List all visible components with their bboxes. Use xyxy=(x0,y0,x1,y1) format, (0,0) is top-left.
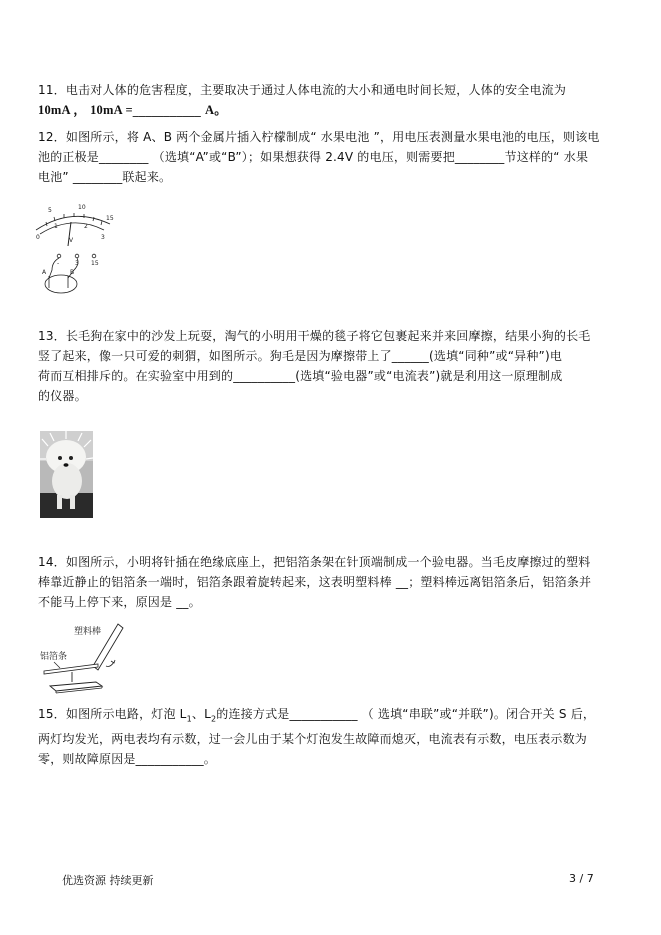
q12-line3: 电池” ________联起来。 xyxy=(38,170,172,184)
q11-blank: ___________ xyxy=(132,103,201,117)
q12-line1: 12．如图所示，将 A、B 两个金属片插入柠檬制成“ 水果电池 ”，用电压表测量水果电池的电压，则该电 xyxy=(38,130,600,144)
q15-line1 xyxy=(38,704,638,729)
plate-label-a: A xyxy=(42,269,47,276)
inner-label-2: 2 xyxy=(84,223,88,230)
q13-line4: 的仪器。 xyxy=(38,389,87,403)
q14-line3: 不能马上停下来，原因是 __。 xyxy=(38,595,201,609)
q14-line2: 棒靠近静止的铝箔条一端时，铝箔条跟着旋转起来，这表明塑料棒 __；塑料棒远离铝箔条后，铝箔条并 xyxy=(38,575,592,589)
q15-subscript-1: 1 xyxy=(186,714,192,724)
voltmeter-inner-scale xyxy=(40,223,104,234)
q13-line2: 竖了起来，像一只可爱的刺猬，如图所示。狗毛是因为摩擦带上了______(选填“同种”或“异种”)电 xyxy=(38,349,563,363)
terminal-3 xyxy=(75,254,79,258)
question-14 xyxy=(38,552,638,612)
voltmeter-lemon-battery-figure xyxy=(24,198,124,298)
q14-line1: 14．如图所示，小明将针插在绝缘底座上，把铝箔条架在针顶端制成一个验电器。当毛皮摩擦过的塑料 xyxy=(38,555,591,569)
footer-text: 优选资源 持续更新 xyxy=(62,874,154,887)
q11-line2 xyxy=(38,100,638,120)
q15-line1-c: 的连接方式是___________ （ 选填“串联”或“并联”)。闭合开关 S 后， xyxy=(216,707,596,721)
inner-label-0: 0 xyxy=(36,234,40,241)
fluffy-dog-photo xyxy=(40,431,93,518)
foil-pointer xyxy=(54,662,60,668)
q15-line1-b: 、L xyxy=(191,707,211,721)
scale-label-5: 5 xyxy=(48,207,52,214)
q15-line3: 零，则故障原因是___________。 xyxy=(38,752,217,767)
lemon-body xyxy=(45,275,77,293)
terminal-negative xyxy=(57,254,61,258)
q15-subscript-2: 2 xyxy=(210,714,217,724)
q11-value-b: 10mA = xyxy=(90,103,133,117)
scale-label-15: 15 xyxy=(106,215,114,222)
foil-label: 铝箔条 xyxy=(40,652,68,662)
page-number: 3 / 7 xyxy=(569,872,594,885)
plate-label-b: B xyxy=(70,269,75,276)
question-13 xyxy=(38,326,638,406)
terminal-label-15: 15 xyxy=(91,260,99,267)
scale-label-10: 10 xyxy=(78,204,86,211)
terminal-label-3: 3 xyxy=(75,260,79,267)
rod-label: 塑料棒 xyxy=(74,627,102,637)
inner-label-3: 3 xyxy=(101,234,105,241)
q13-line3: 荷而互相排斥的。在实验室中用到的__________(选填“验电器”或“电流表”)就是利用这一原理制成 xyxy=(38,369,563,383)
question-15 xyxy=(38,704,638,769)
q12-line2: 池的正极是________ （选填“A”或“B”）；如果想获得 2.4V 的电压，则需要把________节这样的“ 水果 xyxy=(38,150,589,164)
terminal-label-neg: - xyxy=(57,260,60,267)
terminal-15 xyxy=(92,254,96,258)
q15-line1-a: 15．如图所示电路，灯泡 L xyxy=(38,707,187,721)
aluminum-foil-strip xyxy=(44,664,98,674)
electroscope-figure xyxy=(36,616,146,696)
q13-line1: 13．长毛狗在家中的沙发上玩耍，淘气的小明用干燥的毯子将它包裹起来并来回摩擦，结果小狗的长毛 xyxy=(38,329,591,343)
insulating-base xyxy=(50,682,102,691)
q15-line2: 两灯均发光，两电表均有示数，过一会儿由于某个灯泡发生故障而熄灭，电流表有示数，电压表示数为 xyxy=(38,732,588,747)
q11-unit: A。 xyxy=(205,103,227,117)
inner-label-1: 1 xyxy=(54,223,58,230)
question-12 xyxy=(38,127,638,187)
q11-value-a: 10mA ， xyxy=(38,103,87,117)
q11-line1: 11．电击对人体的危害程度，主要取决于通过人体电流的大小和通电时间长短，人体的安全电流为 xyxy=(38,83,567,97)
unit-label-v: V xyxy=(69,237,74,244)
question-11 xyxy=(38,80,638,120)
